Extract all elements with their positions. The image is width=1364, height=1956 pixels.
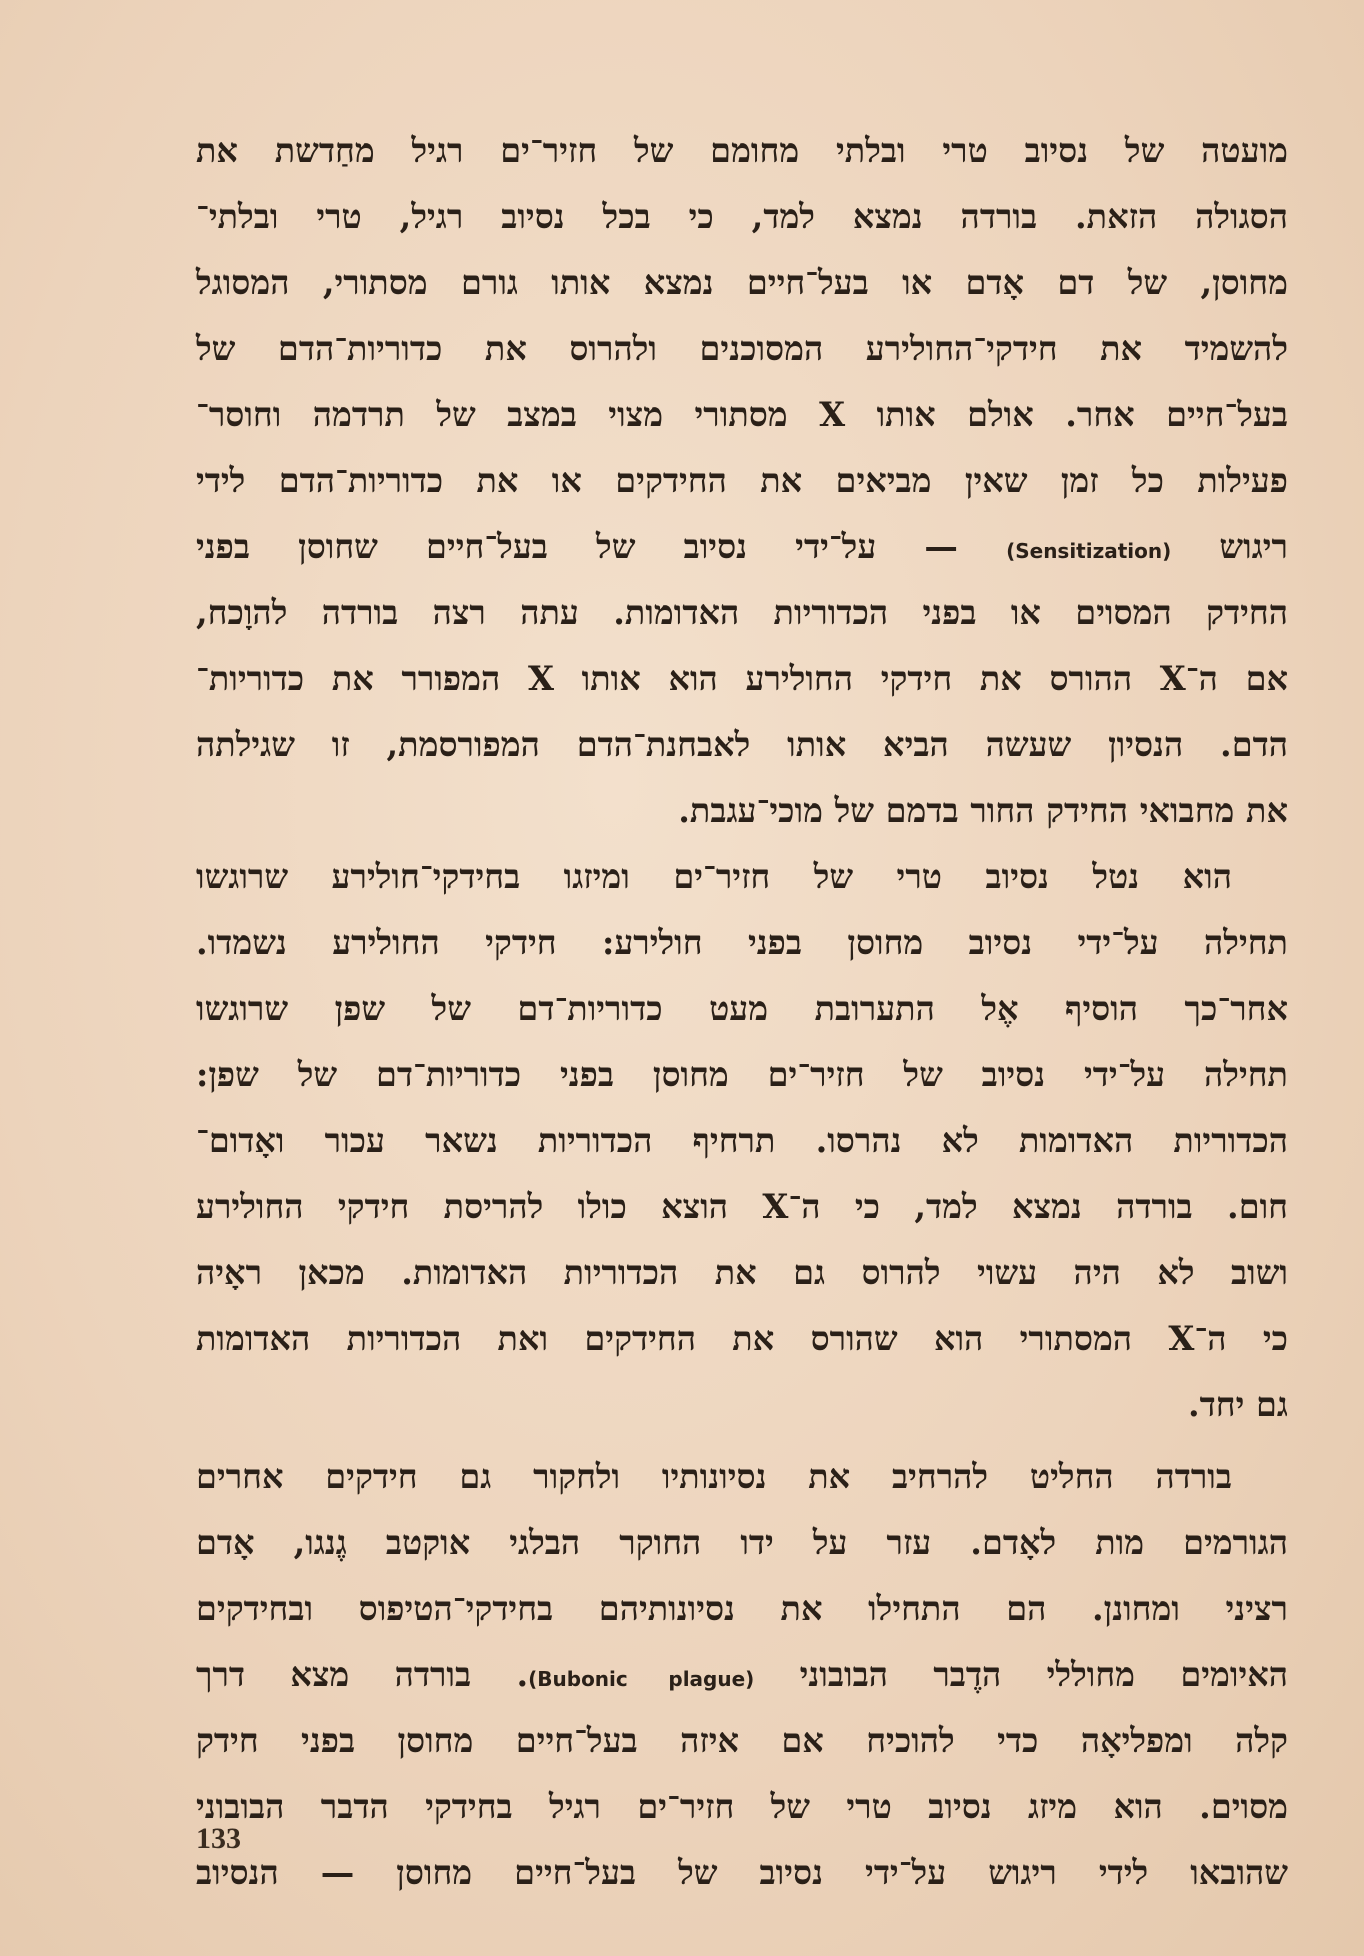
text-line: כי ה־X המסתורי הוא שהורס את החידקים ואת הכדוריות האדומות <box>196 1319 1288 1358</box>
text-fragment: ריגוש <box>1171 527 1289 566</box>
body-text <box>196 118 1288 1906</box>
text-fragment: האיומים מחוללי הדֶבר הבובוני <box>754 1655 1289 1694</box>
text-line: חום. בורדה נמצא למד, כי ה־X הוצא כולו להריסת חידקי החולירע <box>196 1187 1288 1226</box>
text-fragment: — על־ידי נסיוב של בעל־חיים שחוסן בפני <box>196 527 1007 566</box>
text-line: פעילות כל זמן שאין מביאים את החידקים או את כדוריות־הדם לידי <box>196 461 1288 500</box>
text-line: קלה ומפליאָה כדי להוכיח אם איזה בעל־חיים מחוסן בפני חידק <box>196 1721 1288 1760</box>
text-fragment: . בורדה מצא דרך <box>196 1655 529 1694</box>
latin-term: (Sensitization) <box>1006 539 1172 563</box>
text-line: בעל־חיים אחר. אולם אותו X מסתורי מצוי במצב של תרדמה וחוסר־ <box>196 395 1288 434</box>
text-line: רציני ומחונן. הם התחילו את נסיונותיהם בחידקי־הטיפוס ובחידקים <box>196 1589 1288 1628</box>
text-line: הסגולה הזאת. בורדה נמצא למד, כי בכל נסיוב רגיל, טרי ובלתי־ <box>196 197 1288 236</box>
latin-term: (Bubonic plague) <box>528 1667 755 1691</box>
text-line: מסוים. הוא מיזג נסיוב טרי של חזיר־ים רגיל בחידקי הדבר הבובוני <box>196 1787 1288 1826</box>
text-line: ושוב לא היה עשוי להרוס גם את הכדוריות האדומות. מכאן ראָיה <box>196 1253 1288 1292</box>
text-line: את מחבואי החידק החור בדמם של מוכי־עגבת. <box>678 791 1288 830</box>
text-line: תחילה על־ידי נסיוב מחוסן בפני חולירע: חידקי החולירע נשמדו. <box>196 923 1288 962</box>
text-line: הוא נטל נסיוב טרי של חזיר־ים ומיזגו בחידקי־חולירע שרוגשו <box>196 857 1232 896</box>
text-line: תחילה על־ידי נסיוב של חזיר־ים מחוסן בפני כדוריות־דם של שפן: <box>196 1055 1288 1094</box>
text-line: מחוסן, של דם אָדם או בעל־חיים נמצא אותו גורם מסתורי, המסוגל <box>196 263 1288 302</box>
page-number: 133 <box>196 1822 241 1855</box>
text-line: שהובאו לידי ריגוש על־ידי נסיוב של בעל־חיים מחוסן — הנסיוב <box>196 1853 1288 1892</box>
text-line-with-latin <box>196 514 1288 580</box>
text-line: להשמיד את חידקי־החולירע המסוכנים ולהרוס את כדוריות־הדם של <box>196 329 1288 368</box>
text-line: החידק המסוים או בפני הכדוריות האדומות. עתה רצה בורדה להוָכח, <box>196 593 1288 632</box>
text-line-with-latin <box>196 1642 1288 1708</box>
text-line: הדם. הנסיון שעשה הביא אותו לאבחנת־הדם המפורסמת, זו שגילתה <box>196 725 1288 764</box>
text-line: גם יחד. <box>1187 1385 1288 1424</box>
text-line: הגורמים מות לאָדם. עזר על ידו החוקר הבלגי אוקטב גֶנגו, אָדם <box>196 1523 1288 1562</box>
text-line: אם ה־X ההורס את חידקי החולירע הוא אותו X המפורר את כדוריות־ <box>196 659 1288 698</box>
text-line: הכדוריות האדומות לא נהרסו. תרחיף הכדוריות נשאר עכור ואָדום־ <box>196 1121 1288 1160</box>
text-line: אחר־כך הוסיף אֶל התערובת מעט כדוריות־דם של שפן שרוגשו <box>196 989 1288 1028</box>
text-line: בורדה החליט להרחיב את נסיונותיו ולחקור גם חידקים אחרים <box>196 1457 1232 1496</box>
text-line: מועטה של נסיוב טרי ובלתי מחומם של חזיר־ים רגיל מחַדשת את <box>196 131 1288 170</box>
